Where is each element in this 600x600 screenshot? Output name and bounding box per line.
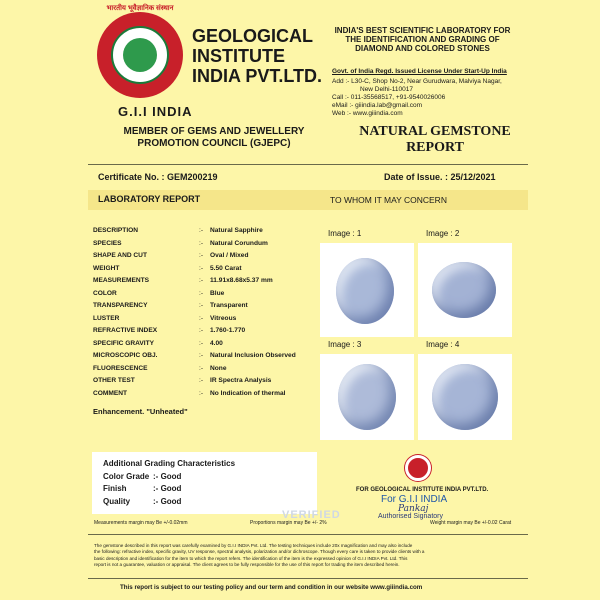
- enhancement-text: Enhancement. "Unheated": [93, 407, 188, 416]
- image-3-label: Image : 3: [328, 340, 362, 349]
- contact-address: Add :- L30-C, Shop No-2, Near Gurudwara, Malviya Nagar, New Delhi-110017 Call :- 011-35568517, +91-9540026006 eMail :- giiindia.lab@gmail.com Web :- www.giiindia.com: [332, 78, 502, 117]
- property-row: COLOR :- Blue: [93, 289, 225, 297]
- for-gii-stamp: For G.I.I INDIA: [381, 494, 448, 505]
- grading-row: Color Grade: [103, 472, 150, 481]
- membership-text: MEMBER OF GEMS AND JEWELLERY PROMOTION COUNCIL (GJEPC): [123, 126, 305, 149]
- to-whom-text: TO WHOM IT MAY CONCERN: [330, 195, 447, 205]
- report-title: NATURAL GEMSTONE REPORT: [359, 124, 511, 155]
- signature-scribble: Pankaj: [398, 504, 429, 514]
- sapphire-image: [338, 364, 396, 430]
- image-2-label: Image : 2: [426, 229, 460, 238]
- sapphire-image: [336, 258, 394, 324]
- divider: [88, 164, 528, 165]
- grading-title: Additional Grading Characteristics: [103, 459, 236, 468]
- divider: [88, 534, 528, 535]
- certificate-number: Certificate No. : GEM200219: [98, 172, 218, 182]
- weight-margin: Weight margin may Be +/-0.02 Carat: [430, 520, 512, 526]
- image-4-label: Image : 4: [426, 340, 460, 349]
- divider: [88, 578, 528, 579]
- measurement-margin: Measurements margin may Be +/-0.02mm: [94, 520, 188, 526]
- property-row: MICROSCOPIC OBJ. :- Natural Inclusion Observed: [93, 352, 296, 359]
- verified-watermark: VERIFIED: [282, 509, 341, 521]
- institute-logo: [97, 12, 183, 98]
- gem-photo-2: [418, 243, 512, 337]
- sapphire-image: [432, 364, 498, 430]
- property-row: SHAPE AND CUT :- Oval / Mixed: [93, 252, 249, 259]
- logo-arc-text: भारतीय भूवैज्ञानिक संस्थान: [106, 5, 174, 12]
- certificate-page: भारतीय भूवैज्ञानिक संस्थान G.I.I INDIA GEOLOGICAL INSTITUTE INDIA PVT.LTD. MEMBER OF GEMS AND JEWELLERY PROMOTION COUNCIL (GJEPC) INDIA'S BEST SCIENTIFIC LABORATORY FOR THE IDENTIFICATION AND GRADING OF DIAMOND AND COLORED STONES Govt. of India Regd. Issued License Under Start-Up India Add :- L30-C, Shop No-2, Near Gurudwara, Malviya Nagar, New Delhi-110017 Call :- 011-35568517, +91-9540026006 eMail :- giiindia.lab@gmail.com Web :- www.giiindia.com NATURAL GEMSTONE REPORT Certificate No. : GEM200219 Date of Issue. : 25/12/2021 LABORATORY REPORT TO WHOM IT MAY CONCERN DESCRIPTION :- Natural Sapphire SPECIES :- Natural Corundum SHAPE AND CUT :- Oval / Mixed WEIGHT :- 5.50 Carat MEASUREMENTS :- 11.91x8.68x5.37 mm COLOR :- Blue TRANSPARENCY :- Transparent LUSTER :- Vitreous REFRACTIVE INDEX :- 1.760-1.770 SPECIFIC GRAVITY :- 4.00 MICROSCOPIC OBJ. :- Natural Inclusion Observed FLUORESCENCE :- None OTHER TEST :- IR Spectra Analysis COMMENT :- No Indication of thermal Enhancement. "Unheated" Image : 1 Image : 2 Image : 3 Image : 4 Additional Grading Characteristics Color Grade :- Good Finish :- Good Quality :- Good Measurements margin may Be +/-0.02mm Proportions margin may Be +/- 2% Weight margin may Be +/-0.02 Carat VERIFIED FOR GEOLOGICAL INSTITUTE INDIA PVT.LTD. For G.I.I INDIA Pankaj Authorised Signatory The gemstone described in this report was carefully examined by G.I.I INDIA Pvt. Ltd. The testing techniques include 20x magnification and may also include the following: refractive index, specific gravity, UV response, spectral analysis, polarization and/or dichroscope. Though every care is taken to provide clients with a basic description and identification for the item to which the report refers. The identification of the item is the expressed opinion of G.I.I INDIA Pvt. Ltd. This report is not a guarantee, valuation or appraisal. The client agrees to be fully responsible for the use of this report for trading the item described herein. This report is subject to our testing policy and our term and condition in our website www.giiindia.com: [0, 0, 600, 600]
- for-institute-line: FOR GEOLOGICAL INSTITUTE INDIA PVT.LTD.: [356, 487, 489, 493]
- property-row: DESCRIPTION :- Natural Sapphire: [93, 227, 263, 234]
- property-row: OTHER TEST :- IR Spectra Analysis: [93, 377, 272, 384]
- grading-row: Quality: [103, 497, 131, 506]
- gem-photo-1: [320, 243, 414, 337]
- property-row: TRANSPARENCY :- Transparent: [93, 302, 248, 309]
- grading-row: Finish: [103, 484, 127, 493]
- gem-photo-3: [320, 354, 414, 440]
- sapphire-image: [432, 262, 496, 318]
- property-row: WEIGHT :- 5.50 Carat: [93, 264, 242, 272]
- property-row: COMMENT :- No Indication of thermal: [93, 389, 286, 397]
- logo-caption: G.I.I INDIA: [118, 104, 193, 119]
- disclaimer-text: The gemstone described in this report was carefully examined by G.I.I INDIA Pvt. Ltd. The testing techniques include 20x magnification and may also include the following: refractive index, specific gravity, UV response, spectral analysis, polarization and/or dichroscope. Though every care is taken to provide clients with a basic description and identification for the item to which the report refers. The identification of the item is the expressed opinion of G.I.I INDIA Pvt. Ltd. This report is not a guarantee, valuation or appraisal. The client agrees to be fully responsible for the use of this report for trading the item described herein.: [94, 543, 425, 567]
- date-of-issue: Date of Issue. : 25/12/2021: [384, 172, 496, 182]
- image-1-label: Image : 1: [328, 229, 362, 238]
- property-row: SPECIES :- Natural Corundum: [93, 239, 268, 247]
- property-row: REFRACTIVE INDEX :- 1.760-1.770: [93, 327, 246, 334]
- institute-stamp-icon: [405, 455, 431, 481]
- logo-globe-icon: [111, 26, 169, 84]
- govt-license: Govt. of India Regd. Issued License Under Start-Up India: [332, 68, 507, 75]
- property-row: LUSTER :- Vitreous: [93, 314, 237, 322]
- institute-title: GEOLOGICAL INSTITUTE INDIA PVT.LTD.: [192, 26, 322, 86]
- footer-policy: This report is subject to our testing policy and our term and condition in our website www.giiindia.com: [120, 584, 423, 591]
- lab-tagline: INDIA'S BEST SCIENTIFIC LABORATORY FOR THE IDENTIFICATION AND GRADING OF DIAMOND AND COLORED STONES: [334, 26, 511, 53]
- property-row: MEASUREMENTS :- 11.91x8.68x5.37 mm: [93, 277, 273, 284]
- proportion-margin: Proportions margin may Be +/- 2%: [250, 520, 327, 526]
- property-row: FLUORESCENCE :- None: [93, 364, 227, 372]
- authorised-signatory: Authorised Signatory: [378, 513, 443, 520]
- property-row: SPECIFIC GRAVITY :- 4.00: [93, 339, 223, 347]
- gem-photo-4: [418, 354, 512, 440]
- lab-report-title: LABORATORY REPORT: [98, 194, 201, 204]
